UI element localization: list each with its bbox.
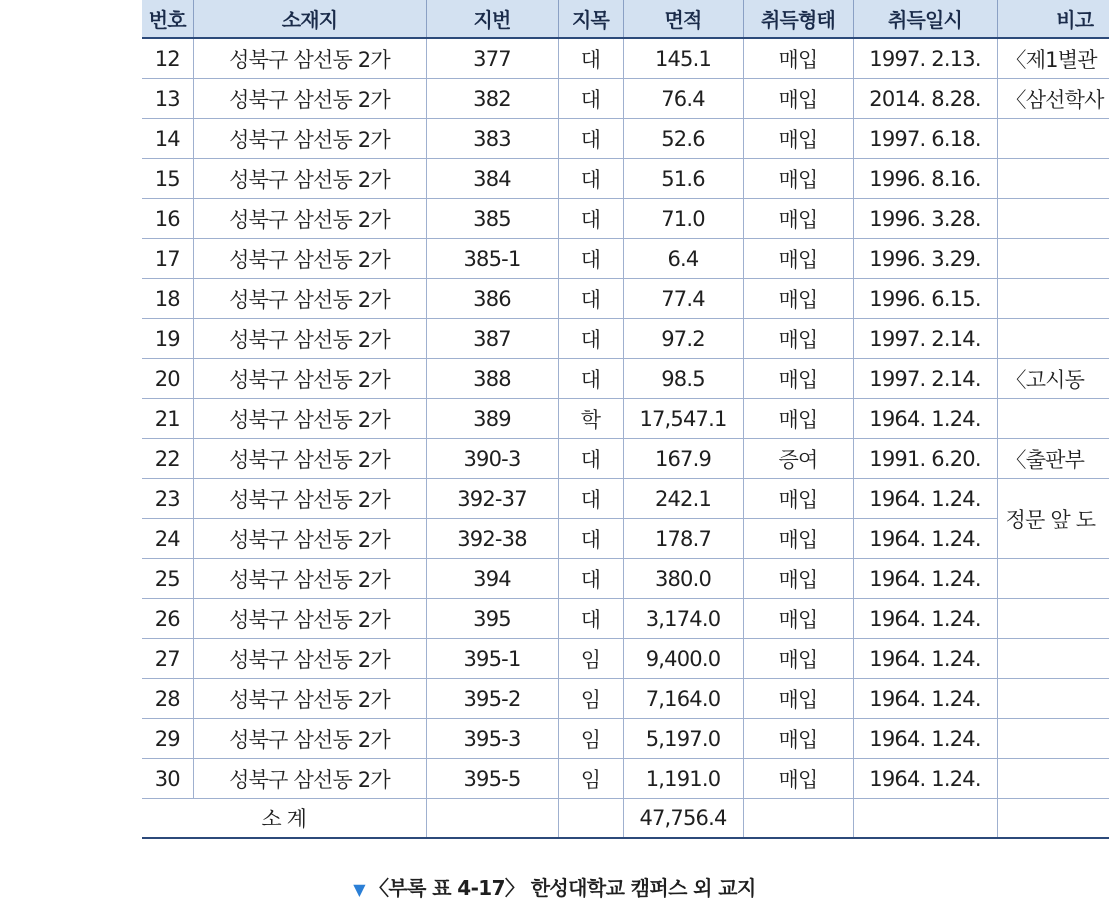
subtotal-empty-cell [853,799,997,839]
row-category-cell: 대 [558,319,623,359]
row-acquisition-type-cell: 매입 [743,38,853,79]
table-row [142,239,1109,279]
row-lot-cell: 390-3 [426,439,558,479]
row-area-cell: 3,174.0 [623,599,743,639]
row-location-cell: 성북구 삼선동 2가 [193,159,426,199]
row-location-cell: 성북구 삼선동 2가 [193,319,426,359]
row-acquisition-type-cell: 매입 [743,119,853,159]
row-area-cell: 7,164.0 [623,679,743,719]
row-acquisition-type-cell: 매입 [743,599,853,639]
row-category-cell: 대 [558,519,623,559]
subtotal-empty-cell [558,799,623,839]
row-lot-cell: 385-1 [426,239,558,279]
row-acquisition-date-cell: 1964. 1.24. [853,719,997,759]
row-category-cell: 학 [558,399,623,439]
table-row [142,399,1109,439]
header-cell-acquisition-date: 취득일시 [853,0,997,38]
row-location-cell: 성북구 삼선동 2가 [193,559,426,599]
row-note-cell [997,679,1109,719]
row-acquisition-type-cell: 매입 [743,359,853,399]
row-acquisition-date-cell: 1964. 1.24. [853,399,997,439]
row-number-cell: 17 [142,239,193,279]
row-location-cell: 성북구 삼선동 2가 [193,719,426,759]
row-area-cell: 1,191.0 [623,759,743,799]
row-area-cell: 52.6 [623,119,743,159]
row-acquisition-type-cell: 증여 [743,439,853,479]
row-location-cell: 성북구 삼선동 2가 [193,399,426,439]
row-lot-cell: 384 [426,159,558,199]
row-area-cell: 9,400.0 [623,639,743,679]
table-row [142,159,1109,199]
row-area-cell: 17,547.1 [623,399,743,439]
row-number-cell: 16 [142,199,193,239]
header-cell-area: 면적 [623,0,743,38]
row-location-cell: 성북구 삼선동 2가 [193,119,426,159]
row-location-cell: 성북구 삼선동 2가 [193,639,426,679]
row-acquisition-type-cell: 매입 [743,79,853,119]
row-acquisition-date-cell: 1997. 2.14. [853,319,997,359]
header-cell-location: 소재지 [193,0,426,38]
row-category-cell: 임 [558,679,623,719]
row-lot-cell: 383 [426,119,558,159]
row-category-cell: 대 [558,479,623,519]
row-lot-cell: 395 [426,599,558,639]
row-category-cell: 임 [558,639,623,679]
row-number-cell: 20 [142,359,193,399]
row-number-cell: 26 [142,599,193,639]
row-lot-cell: 392-38 [426,519,558,559]
row-note-cell: 〈삼선학사 [997,79,1109,119]
row-lot-cell: 388 [426,359,558,399]
row-note-cell: 〈고시동 [997,359,1109,399]
caption-triangle-icon: ▼ [353,880,365,899]
table-row [142,679,1109,719]
row-acquisition-date-cell: 1997. 6.18. [853,119,997,159]
table-row [142,79,1109,119]
row-note-cell [997,399,1109,439]
table-row [142,719,1109,759]
row-category-cell: 임 [558,719,623,759]
row-acquisition-date-cell: 1996. 3.28. [853,199,997,239]
row-acquisition-type-cell: 매입 [743,679,853,719]
row-location-cell: 성북구 삼선동 2가 [193,599,426,639]
subtotal-empty-cell [426,799,558,839]
row-location-cell: 성북구 삼선동 2가 [193,199,426,239]
row-category-cell: 대 [558,239,623,279]
row-acquisition-date-cell: 1964. 1.24. [853,759,997,799]
row-acquisition-date-cell: 1991. 6.20. [853,439,997,479]
row-location-cell: 성북구 삼선동 2가 [193,239,426,279]
table-row [142,279,1109,319]
row-number-cell: 29 [142,719,193,759]
row-category-cell: 대 [558,38,623,79]
row-location-cell: 성북구 삼선동 2가 [193,519,426,559]
row-lot-cell: 395-1 [426,639,558,679]
row-number-cell: 23 [142,479,193,519]
row-acquisition-type-cell: 매입 [743,519,853,559]
land-table-wrapper [142,0,1109,839]
row-number-cell: 27 [142,639,193,679]
row-area-cell: 242.1 [623,479,743,519]
row-number-cell: 15 [142,159,193,199]
table-row [142,559,1109,599]
header-cell-acquisition-type: 취득형태 [743,0,853,38]
row-lot-cell: 395-2 [426,679,558,719]
row-area-cell: 145.1 [623,38,743,79]
row-acquisition-type-cell: 매입 [743,399,853,439]
row-category-cell: 대 [558,439,623,479]
row-number-cell: 21 [142,399,193,439]
row-acquisition-type-cell: 매입 [743,319,853,359]
row-note-cell [997,719,1109,759]
row-number-cell: 19 [142,319,193,359]
row-acquisition-date-cell: 1964. 1.24. [853,679,997,719]
row-note-cell: 〈제1별관 [997,38,1109,79]
row-acquisition-type-cell: 매입 [743,639,853,679]
row-acquisition-type-cell: 매입 [743,279,853,319]
row-area-cell: 380.0 [623,559,743,599]
row-location-cell: 성북구 삼선동 2가 [193,79,426,119]
table-row [142,479,1109,519]
row-area-cell: 71.0 [623,199,743,239]
row-note-cell [997,599,1109,639]
table-row [142,759,1109,799]
row-lot-cell: 394 [426,559,558,599]
table-caption [0,872,1109,901]
table-row [142,199,1109,239]
row-location-cell: 성북구 삼선동 2가 [193,679,426,719]
table-row [142,119,1109,159]
subtotal-label: 소 계 [142,799,426,839]
subtotal-area: 47,756.4 [623,799,743,839]
row-acquisition-type-cell: 매입 [743,199,853,239]
caption-text: 〈부록 표 4-17〉 한성대학교 캠퍼스 외 교지 [369,876,756,900]
table-row [142,639,1109,679]
row-acquisition-date-cell: 1964. 1.24. [853,479,997,519]
row-area-cell: 6.4 [623,239,743,279]
row-note-cell: 〈출판부 [997,439,1109,479]
row-acquisition-date-cell: 1964. 1.24. [853,519,997,559]
row-note-cell [997,759,1109,799]
row-note-cell [997,239,1109,279]
row-acquisition-type-cell: 매입 [743,719,853,759]
row-note-cell [997,159,1109,199]
row-category-cell: 대 [558,159,623,199]
row-acquisition-type-cell: 매입 [743,759,853,799]
table-row [142,38,1109,79]
row-category-cell: 대 [558,79,623,119]
row-lot-cell: 387 [426,319,558,359]
row-note-cell [997,199,1109,239]
subtotal-row [142,799,1109,839]
row-number-cell: 25 [142,559,193,599]
row-acquisition-date-cell: 1964. 1.24. [853,599,997,639]
row-note-cell: 정문 앞 도 [997,479,1109,559]
row-note-cell [997,119,1109,159]
row-acquisition-date-cell: 1997. 2.14. [853,359,997,399]
row-category-cell: 대 [558,199,623,239]
row-note-cell [997,559,1109,599]
row-location-cell: 성북구 삼선동 2가 [193,279,426,319]
table-row [142,439,1109,479]
row-number-cell: 28 [142,679,193,719]
subtotal-empty-cell [743,799,853,839]
row-acquisition-date-cell: 2014. 8.28. [853,79,997,119]
row-number-cell: 30 [142,759,193,799]
table-row [142,359,1109,399]
header-cell-note: 비고 [997,0,1109,38]
row-number-cell: 13 [142,79,193,119]
header-cell-number: 번호 [142,0,193,38]
row-number-cell: 14 [142,119,193,159]
row-category-cell: 대 [558,279,623,319]
row-acquisition-date-cell: 1996. 6.15. [853,279,997,319]
row-acquisition-type-cell: 매입 [743,159,853,199]
row-area-cell: 167.9 [623,439,743,479]
row-lot-cell: 386 [426,279,558,319]
row-acquisition-type-cell: 매입 [743,559,853,599]
row-number-cell: 24 [142,519,193,559]
row-lot-cell: 377 [426,38,558,79]
row-location-cell: 성북구 삼선동 2가 [193,38,426,79]
row-location-cell: 성북구 삼선동 2가 [193,359,426,399]
row-location-cell: 성북구 삼선동 2가 [193,479,426,519]
row-acquisition-date-cell: 1997. 2.13. [853,38,997,79]
row-acquisition-type-cell: 매입 [743,479,853,519]
row-lot-cell: 382 [426,79,558,119]
row-category-cell: 대 [558,599,623,639]
row-category-cell: 대 [558,119,623,159]
row-category-cell: 대 [558,359,623,399]
header-cell-category: 지목 [558,0,623,38]
row-number-cell: 12 [142,38,193,79]
row-lot-cell: 385 [426,199,558,239]
row-category-cell: 임 [558,759,623,799]
table-row [142,599,1109,639]
row-acquisition-date-cell: 1996. 8.16. [853,159,997,199]
row-area-cell: 51.6 [623,159,743,199]
row-area-cell: 5,197.0 [623,719,743,759]
row-area-cell: 76.4 [623,79,743,119]
row-note-cell [997,639,1109,679]
row-lot-cell: 389 [426,399,558,439]
table-header-row [142,0,1109,38]
subtotal-empty-cell [997,799,1109,839]
row-number-cell: 22 [142,439,193,479]
row-note-cell [997,279,1109,319]
row-note-cell [997,319,1109,359]
table-row [142,519,1109,559]
header-cell-lot: 지번 [426,0,558,38]
row-acquisition-type-cell: 매입 [743,239,853,279]
row-location-cell: 성북구 삼선동 2가 [193,439,426,479]
row-area-cell: 178.7 [623,519,743,559]
row-area-cell: 98.5 [623,359,743,399]
row-area-cell: 97.2 [623,319,743,359]
row-number-cell: 18 [142,279,193,319]
row-location-cell: 성북구 삼선동 2가 [193,759,426,799]
row-lot-cell: 395-5 [426,759,558,799]
table-row [142,319,1109,359]
row-lot-cell: 395-3 [426,719,558,759]
row-category-cell: 대 [558,559,623,599]
land-table [142,0,1109,839]
row-acquisition-date-cell: 1964. 1.24. [853,639,997,679]
table-body [142,38,1109,838]
row-area-cell: 77.4 [623,279,743,319]
row-acquisition-date-cell: 1996. 3.29. [853,239,997,279]
row-acquisition-date-cell: 1964. 1.24. [853,559,997,599]
row-lot-cell: 392-37 [426,479,558,519]
